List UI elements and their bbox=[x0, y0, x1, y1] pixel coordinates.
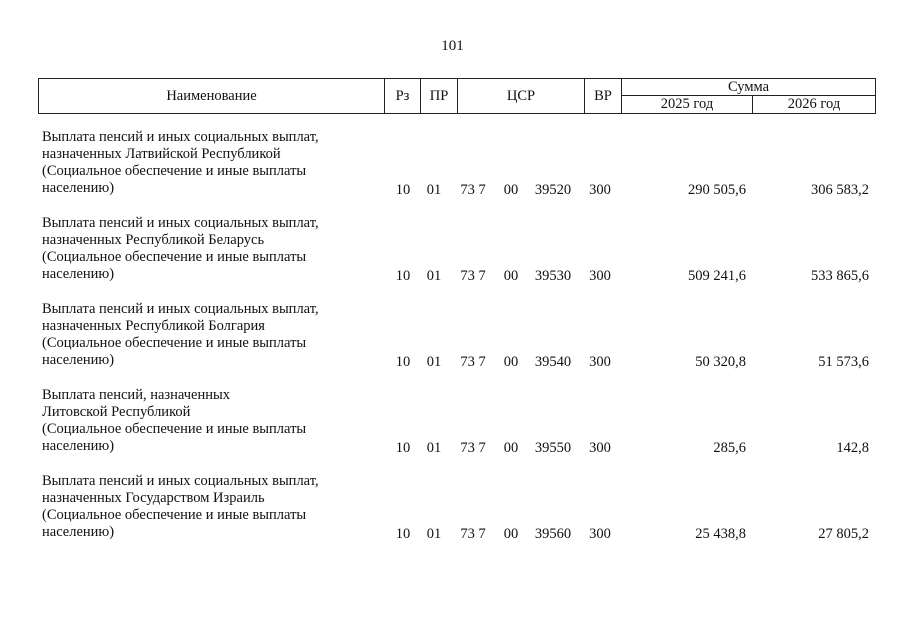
header-year-2025: 2025 год bbox=[622, 96, 753, 114]
row-name-line: населению) bbox=[42, 524, 115, 540]
row-name-line: Выплата пенсий и иных социальных выплат, bbox=[42, 301, 319, 317]
row-name-line: Выплата пенсий и иных социальных выплат, bbox=[42, 473, 319, 489]
row-name bbox=[42, 473, 382, 541]
header-year-2026: 2026 год bbox=[753, 96, 876, 114]
row-name bbox=[42, 301, 382, 369]
row-csr-subprogram: 00 bbox=[503, 440, 519, 456]
row-csr-program: 73 7 bbox=[460, 354, 486, 370]
row-name-line: населению) bbox=[42, 352, 115, 368]
row-csr-subprogram: 00 bbox=[503, 268, 519, 284]
row-sum-2025: 25 438,8 bbox=[695, 526, 746, 542]
row-name-line: (Социальное обеспечение и иные выплаты bbox=[42, 163, 307, 179]
table-row bbox=[38, 129, 878, 215]
row-csr-program: 73 7 bbox=[460, 182, 486, 198]
row-name-line: назначенных Государством Израиль bbox=[42, 490, 265, 506]
header-name: Наименование bbox=[39, 79, 385, 114]
table-body bbox=[38, 129, 878, 559]
row-rz: 10 bbox=[395, 526, 411, 542]
row-name-line: назначенных Республикой Беларусь bbox=[42, 232, 265, 248]
header-pr: ПР bbox=[421, 79, 458, 114]
table-row bbox=[38, 301, 878, 387]
row-sum-2026: 51 573,6 bbox=[818, 354, 869, 370]
row-name-line: Литовской Республикой bbox=[42, 404, 191, 420]
row-name bbox=[42, 215, 382, 283]
row-csr-code: 39550 bbox=[534, 440, 572, 456]
row-csr-code: 39560 bbox=[534, 526, 572, 542]
row-sum-2025: 285,6 bbox=[713, 440, 746, 456]
row-csr-code: 39540 bbox=[534, 354, 572, 370]
row-name-line: (Социальное обеспечение и иные выплаты bbox=[42, 335, 307, 351]
row-name-line: населению) bbox=[42, 180, 115, 196]
table-row bbox=[38, 387, 878, 473]
row-name bbox=[42, 129, 382, 197]
row-name-line: назначенных Республикой Болгария bbox=[42, 318, 265, 334]
row-pr: 01 bbox=[426, 526, 442, 542]
row-name-line: назначенных Латвийской Республикой bbox=[42, 146, 281, 162]
row-csr-subprogram: 00 bbox=[503, 526, 519, 542]
row-vr: 300 bbox=[589, 268, 611, 284]
row-name-line: (Социальное обеспечение и иные выплаты bbox=[42, 507, 307, 523]
row-vr: 300 bbox=[589, 354, 611, 370]
row-rz: 10 bbox=[395, 182, 411, 198]
table-header bbox=[38, 78, 876, 114]
row-pr: 01 bbox=[426, 440, 442, 456]
row-pr: 01 bbox=[426, 354, 442, 370]
row-sum-2026: 306 583,2 bbox=[811, 182, 869, 198]
row-sum-2026: 533 865,6 bbox=[811, 268, 869, 284]
row-vr: 300 bbox=[589, 440, 611, 456]
row-vr: 300 bbox=[589, 182, 611, 198]
row-csr-code: 39530 bbox=[534, 268, 572, 284]
row-rz: 10 bbox=[395, 440, 411, 456]
row-pr: 01 bbox=[426, 182, 442, 198]
row-sum-2025: 290 505,6 bbox=[688, 182, 746, 198]
table-row bbox=[38, 215, 878, 301]
header-rz: Рз bbox=[385, 79, 421, 114]
row-name-line: Выплата пенсий, назначенных bbox=[42, 387, 230, 403]
row-name-line: (Социальное обеспечение и иные выплаты bbox=[42, 249, 307, 265]
row-sum-2026: 142,8 bbox=[836, 440, 869, 456]
row-csr-program: 73 7 bbox=[460, 440, 486, 456]
header-csr: ЦСР bbox=[458, 79, 585, 114]
row-name-line: Выплата пенсий и иных социальных выплат, bbox=[42, 129, 319, 145]
row-sum-2026: 27 805,2 bbox=[818, 526, 869, 542]
row-rz: 10 bbox=[395, 354, 411, 370]
row-vr: 300 bbox=[589, 526, 611, 542]
table-row bbox=[38, 473, 878, 559]
header-sum: Сумма bbox=[622, 79, 876, 96]
row-rz: 10 bbox=[395, 268, 411, 284]
row-csr-code: 39520 bbox=[534, 182, 572, 198]
row-sum-2025: 50 320,8 bbox=[695, 354, 746, 370]
row-pr: 01 bbox=[426, 268, 442, 284]
row-name-line: населению) bbox=[42, 438, 115, 454]
row-csr-subprogram: 00 bbox=[503, 354, 519, 370]
page-number: 101 bbox=[441, 38, 464, 54]
row-csr-subprogram: 00 bbox=[503, 182, 519, 198]
row-name-line: (Социальное обеспечение и иные выплаты bbox=[42, 421, 307, 437]
row-name-line: Выплата пенсий и иных социальных выплат, bbox=[42, 215, 319, 231]
row-name-line: населению) bbox=[42, 266, 115, 282]
row-name bbox=[42, 387, 382, 455]
row-csr-program: 73 7 bbox=[460, 268, 486, 284]
row-sum-2025: 509 241,6 bbox=[688, 268, 746, 284]
header-vr: ВР bbox=[585, 79, 622, 114]
row-csr-program: 73 7 bbox=[460, 526, 486, 542]
